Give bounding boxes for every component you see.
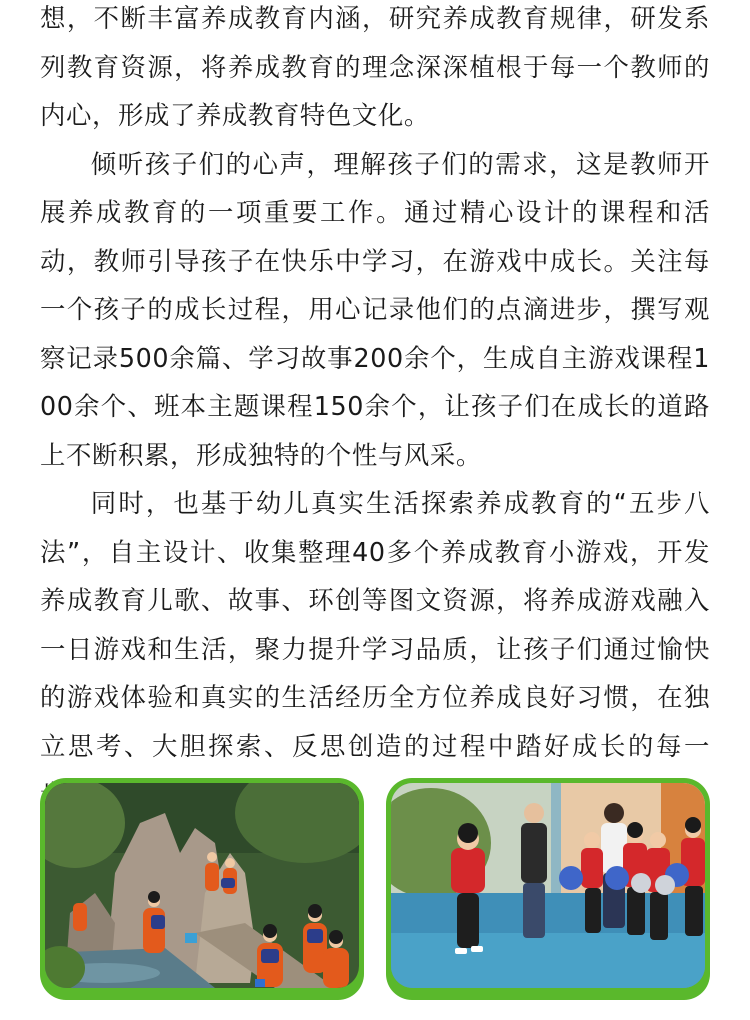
photo-frame-left xyxy=(40,778,364,1000)
photo-children-rock-pond xyxy=(45,783,359,988)
article-body xyxy=(40,0,710,819)
photo-rock-pond-image xyxy=(45,783,359,988)
photo-frame-right xyxy=(386,778,710,1000)
photo-playground-image xyxy=(391,783,705,988)
paragraph-3: 同时，也基于幼儿真实生活探索养成教育的“五步八法”，自主设计、收集整理40多个养成教育小游戏，开发养成教育儿歌、故事、环创等图文资源，将养成游戏融入一日游戏和生活，聚力提升学习品质，让孩子们通过愉快的游戏体验和真实的生活经历全方位养成良好习惯，在独立思考、大胆探索、反思创造的过程中踏好成长的每一 xyxy=(40,488,710,761)
paragraph-1: 想，不断丰富养成教育内涵，研究养成教育规律，研发系列教育资源，将养成教育的理念深深植根于每一个教师的内心，形成了养成教育特色文化。 xyxy=(40,3,710,130)
photo-children-playground xyxy=(391,783,705,988)
paragraph-2: 倾听孩子们的心声，理解孩子们的需求，这是教师开展养成教育的一项重要工作。通过精心设计的课程和活动，教师引导孩子在快乐中学习，在游戏中成长。关注每一个孩子的成长过程，用心记录他们的点滴进步，撰写观察记录500余篇、学习故事200余个，生成自主游戏课程100余个、班本主题课程150余个，让孩子们在成长的道路上不断积累，形成独特的个性与风采。 xyxy=(40,148,710,470)
